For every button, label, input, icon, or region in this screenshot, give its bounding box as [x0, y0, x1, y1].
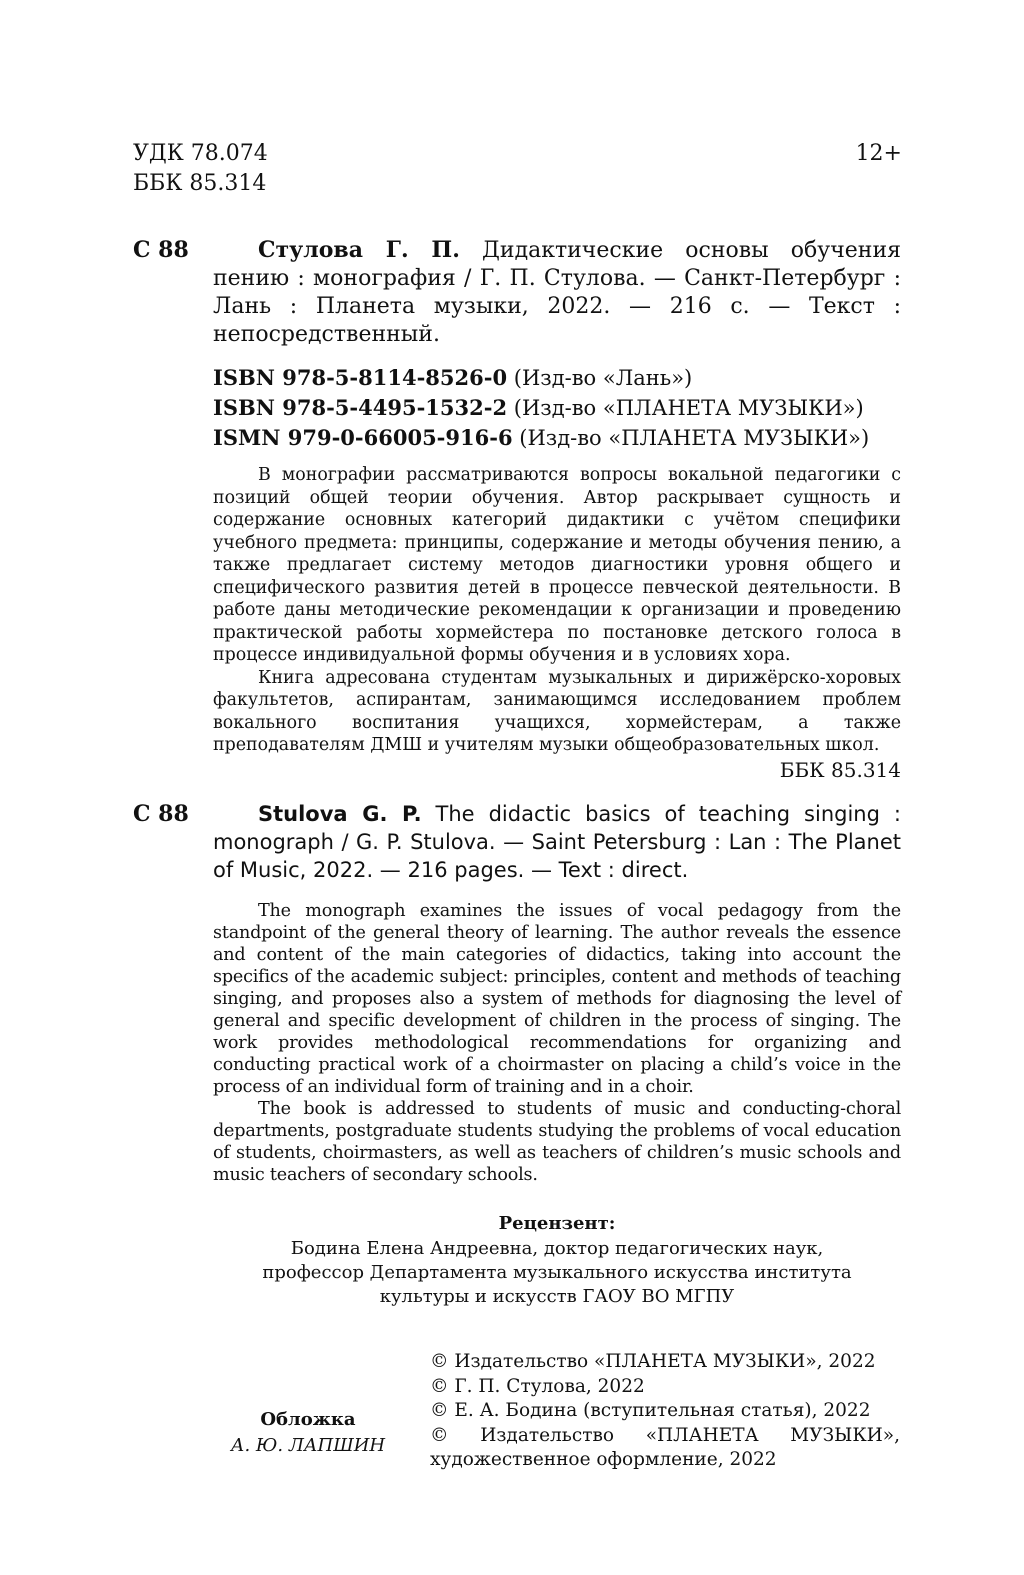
copyright-line: © Издательство «ПЛАНЕТА МУЗЫКИ», художественное оформление, 2022 [430, 1424, 900, 1470]
reviewer-line: профессор Департамента музыкального искусства института [262, 1262, 852, 1283]
copyright-line: © Г. П. Стулова, 2022 [430, 1375, 645, 1397]
cover-credit [208, 1407, 408, 1459]
copyright-notices [430, 1350, 900, 1473]
age-rating: 12+ [855, 141, 902, 166]
isbn-publisher: (Изд-во «Лань») [513, 366, 693, 390]
author-name-ru: Стулова Г. П. [258, 237, 460, 263]
udk-code: УДК 78.074 [133, 141, 268, 166]
abstract-en [213, 900, 901, 1186]
citation-ru: Дидактические основы обучения пению : монография / Г. П. Стулова. — Санкт-Петербург : Лань : Планета музыки, 2022. — 216 с. — Текст : непосредственный. [213, 238, 901, 347]
reviewer-line: культуры и искусств ГАОУ ВО МГПУ [379, 1286, 735, 1307]
isbn-publisher: (Изд-во «ПЛАНЕТА МУЗЫКИ») [513, 396, 864, 420]
isbn-number: ISBN 978-5-8114-8526-0 [213, 365, 508, 390]
isbn-row [213, 363, 933, 393]
isbn-number: ISMN 979-0-66005-916-6 [213, 425, 513, 450]
author-name-en: Stulova G. P. [258, 802, 422, 826]
copyright-line: © Е. А. Бодина (вступительная статья), 2022 [430, 1400, 871, 1421]
bbk-code: ББК 85.314 [133, 171, 267, 196]
isbn-publisher: (Изд-во «ПЛАНЕТА МУЗЫКИ») [519, 426, 870, 450]
abstract-paragraph: Книга адресована студентам музыкальных и дирижёрско-хоровых факультетов, аспирантам, занимающимся исследованием проблем вокального воспитания учащихся, хормейстерам, а также преподавателям ДМШ и учителям музыки общеобразовательных школ. [213, 667, 901, 755]
cover-credit-artist: А. Ю. ЛАПШИН [230, 1435, 386, 1456]
classification-codes [133, 139, 268, 199]
bibliographic-record-en [213, 800, 901, 884]
bbk-code-footer: ББК 85.314 [779, 758, 901, 782]
abstract-paragraph: В монографии рассматриваются вопросы вокальной педагогики с позиций общей теории обучения. Автор раскрывает сущность и содержание основных категорий дидактики с учётом специфики учебного предмета: принципы, содержание и методы обучения пению, а также предлагает систему методов диагностики уровня общего и специфического развития детей в процессе певческой деятельности. В работе даны методические рекомендации к организации и проведению практической работы хормейстера по постановке детского голоса в процессе индивидуальной формы обучения и в условиях хора. [213, 465, 901, 665]
abstract-paragraph: The monograph examines the issues of vocal pedagogy from the standpoint of the general theory of learning. The author reveals the essence and content of the main categories of didactics, taking into account the specifics of the academic subject: principles, content and methods of teaching singing, and proposes also a system of methods for diagnosing the level of general and specific development of children in the process of singing. The work provides methodological recommendations for organizing and conducting practical work of a choirmaster on placing a child’s voice in the process of an individual form of training and in a choir. [213, 901, 901, 1097]
author-mark-en: С 88 [133, 801, 189, 827]
author-mark-ru: С 88 [133, 237, 189, 263]
reviewer-title: Рецензент: [498, 1213, 616, 1234]
isbn-row [213, 393, 933, 423]
copyright-line: © Издательство «ПЛАНЕТА МУЗЫКИ», 2022 [430, 1351, 876, 1372]
citation-en: The didactic basics of teaching singing : monograph / G. P. Stulova. — Saint Petersburg : Lan : The Planet of Music, 2022. — 216 pages. — Text : direct. [213, 802, 901, 882]
reviewer-line: Бодина Елена Андреевна, доктор педагогических наук, [290, 1238, 824, 1259]
isbn-row [213, 423, 933, 453]
isbn-list [213, 363, 933, 453]
bibliographic-record-ru [213, 236, 901, 349]
reviewer-block [213, 1212, 901, 1309]
abstract-paragraph: The book is addressed to students of music and conducting-choral departments, postgraduate students studying the problems of vocal education of students, choirmasters, as well as teachers of children’s music schools and music teachers of secondary schools. [213, 1099, 901, 1185]
isbn-number: ISBN 978-5-4495-1532-2 [213, 395, 508, 420]
cover-credit-title: Обложка [260, 1409, 356, 1430]
abstract-ru [213, 464, 901, 757]
